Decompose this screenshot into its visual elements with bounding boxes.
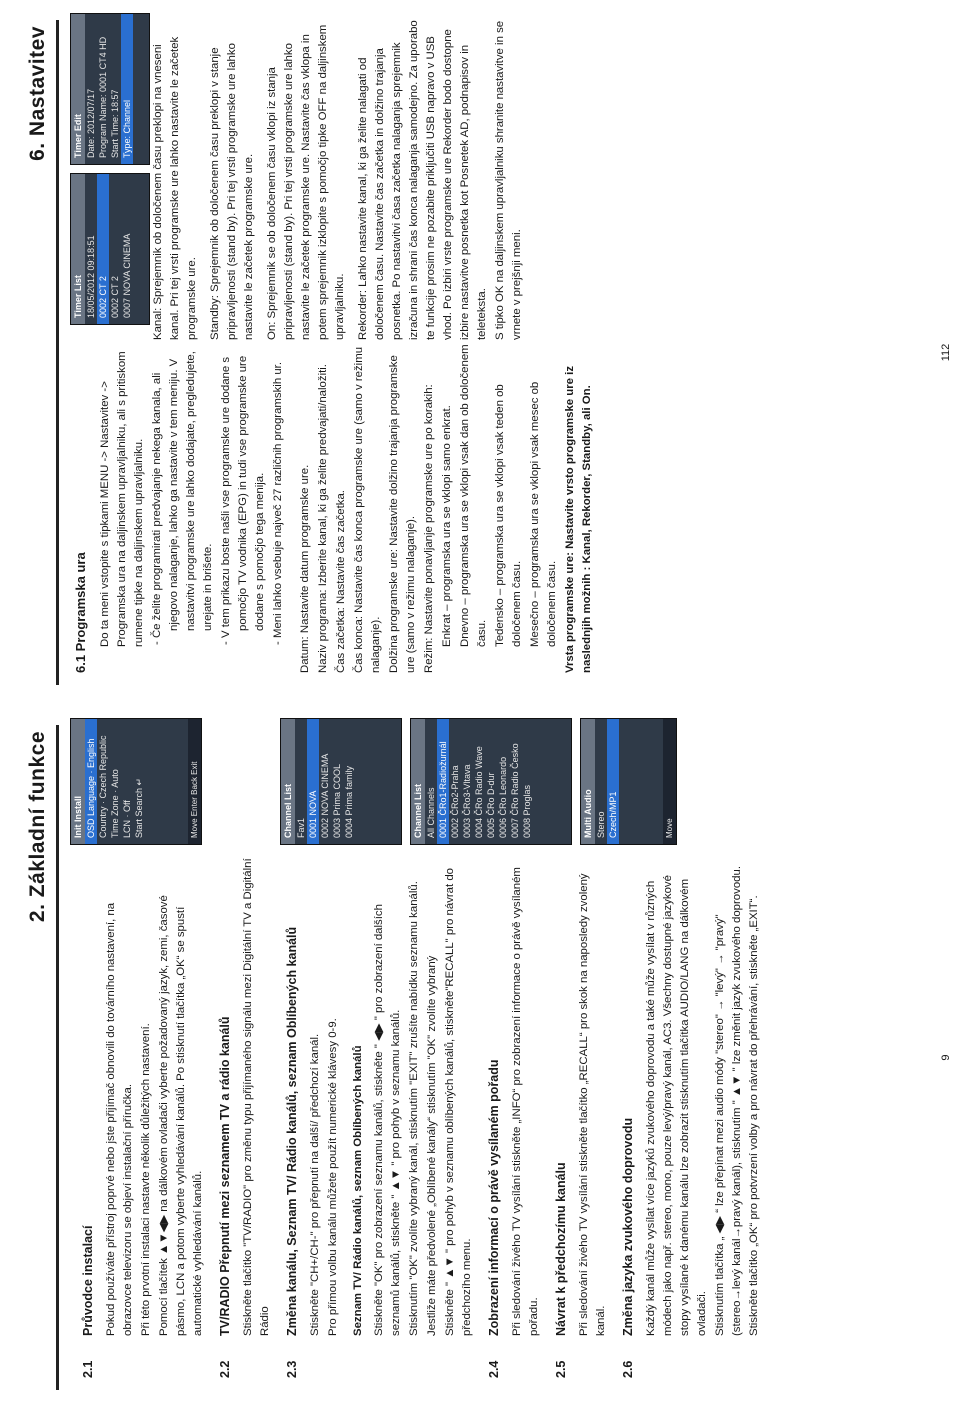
radio-group: All Channels [426,787,436,838]
timer-edit-title: Timer Edit [71,14,85,164]
page-title: 6. Nastavitev [26,26,49,161]
channel-row: 0004 Prima family [344,765,354,838]
subsection-heading: Seznam TV/ Rádio kanálů, seznam Oblíbených kanálů [352,1045,364,1336]
section-heading: 2.3 Změna kanálu, Seznam TV/ Rádio kanálů, seznam Oblíbených kanálů [285,926,299,1378]
fav-list-screenshot [280,718,402,845]
page-title: 2. Základní funkce [26,731,49,923]
channel-row: 0007 ČRo Radio Česko [510,743,520,838]
channel-row: 0002 ČRo2-Praha [450,765,460,838]
install-row: Start Search ↵ [134,777,144,838]
field-desc: Dolžina programske ure: Nastavite dolžino trajanja programske ure (samo v režimu nalaganje). [388,355,417,673]
type-standby: Standby: Sprejemnik ob določenem času preklopi v stanje pripravljenosti (stand by). Pri tej vrsti programske ure lahko nastavite le začetek programske ure. [209,43,255,340]
install-row: Time Zone · Auto [110,769,120,838]
paragraph: Při sledování živého TV vysílání stiskněte tlačítko „RECALL“ pro skok na naposledy zvolený kanál. [578,873,607,1336]
page-header [6,20,59,685]
paragraph: Při sledování živého TV vysílání stiskněte „INFO“ pro zobrazení informace o právě vysílaném pořadu. [511,867,540,1336]
paragraph: Stisknutím tlačítka „ ◀▶ “ lze přepínat mezi audio módy "stereo" → "levý" → "pravý" (stereo→levý kanál→pravý kanál), stisknutím " ▲▼ " lze změnit jazyk zvukového doprovodu. Stiskněte tlačítko „OK“ pro potvrzení volby a pro návrat do přehrávání, stiskněte „EXIT“. [714,866,760,1336]
timer-edit-screenshot [70,13,150,165]
install-screenshot [70,718,202,845]
type-rekorder: Rekorder: Lahko nastavite kanal, ki ga želite nalagati od določenem času. Nastavite čas začetka in dolžino trajanja posnetka. Po nastavitvi časa začetka nalaganja sprejemnik izračuna in shrani čas konca nalaganja samodejno. Za uporabo te funkcije prosim ne pozabite priključiti USB napravo v USB vhod. Po izbiri vrste programske ure Rekorder bodo dostopne izbire nastavitve posnetka kot Posnetek AD, podnapisov in teleteksta. [357,20,488,340]
timer-list-date: 18/05/2012 09:18:51 [86,235,96,318]
section-heading: 2.4 Zobrazení informací o právě vysílaném pořadu [487,1059,501,1378]
radio-title: Channel List [411,719,425,844]
channel-row: 0003 Prima COOL [332,763,342,838]
audio-row: Czech/MP1 [607,719,619,844]
page-header [6,725,59,1390]
channel-row: 0002 NOVA CINEMA [320,753,330,838]
mode-item: Tedensko – programska ura se vklopi vsak teden ob določenem času. [494,384,523,647]
audio-row: Stereo [596,811,606,838]
channel-row: 0001 NOVA [307,719,319,844]
paragraph: Stisknutím "OK" zvolíte vybraný kanál, stisknutím "EXIT" zrušíte nabídku seznamu kanálů. [408,881,420,1336]
bullet: - Meni lahko vsebuje največ 27 različnih programskih ur. [272,361,284,645]
paragraph: Stiskněte "OK" pro zobrazení seznamu kanálů, stiskněte " ◀▶ " pro zobrazení dalších seznamů kanálů, stiskněte " ▲▼ " pro pohyb v seznamu kanálů. [373,904,402,1336]
audio-footer: Move [663,719,676,844]
paragraph: Každý kanál může vysílat více jazyků zvukového doprovodu a také může vysílat v různých módech jako např. stereo, mono, pouze levý/pravý kanál, AC3. Všechny dostupné jazykové stopy vysílané k danému kanálu lze zobrazit stisknutím tlačítka AUDIO/LANG na dálkovém ovladači. [645,875,708,1336]
paragraph: Do ta meni vstopite s tipkami MENU -> Nastavitev -> Programska ura na daljinskem upravljalniku, ali s pritiskom rumene tipke na daljinskem upravljalniku. [99,351,145,647]
channel-row: 0001 ČRo1-Radiožurnál [437,719,449,844]
audio-screenshot [580,718,677,845]
section-heading: 6.1 Programska ura [73,552,88,673]
timer-row: 0002 CT 2 [97,174,109,324]
channel-row: 0004 ČRo Radio Wave [474,746,484,838]
bullet: - Če želite programirati predvajanje nekega kanala, ali njegovo nalaganje, lahko ga nastavite v tem meniju. V nastavitvi programske ure lahko dodajate, pregledujete, urejate in brišete. [151,351,214,645]
section-heading: 2.6 Změna jazyka zvukového doprovodu [621,1117,635,1378]
field-desc: Datum: Nastavite datum programske ure. [299,464,311,673]
install-footer: Move Enter Back Exit [188,719,201,844]
timer-edit-row: Start Time: 18:57 [110,89,120,158]
field-desc: Režim: Nastavite ponavljanje programske ure po korakih: [423,384,435,673]
type-on: On: Sprejemnik se ob določenem času vklopi iz stanja pripravljenosti (stand by). Pri tej vrsti programske ure lahko nastavite le začetek programske ure. Nastavite čas vklopa in potem sprejemnik izklopite s pomočjo tipke OFF na daljinskem upravljalniku. [266,24,346,340]
type-desc: Vrsta programske ure: Nastavite vrsto programske ure iz naslednjih možnih : Kanal, Rekorder, Standby, ali On. [564,365,593,673]
timer-row: 0007 NOVA CINEMA [122,233,132,318]
install-row: Country · Czech Republic [98,735,108,838]
section-heading: 2.5 Návrat k předchozímu kanálu [554,1162,568,1378]
timer-edit-row: Type: Channel [121,14,133,164]
section-heading: 2.2 TV/RADIO Přepnutí mezi seznamem TV a rádio kanálů [218,1016,232,1378]
paragraph: Pomocí tlačítek ▲▼◀▶ na dálkovém ovladači vyberte požadovaný jazyk, zemi, časové pásmo, LCN a potom vyberte vyhledávání kanálů. Po stisknutí tlačítka „OK“ se spustí automatické vyhledávání kanálů. [158,895,204,1336]
bullet: - V tem prikazu boste našli vse programske ure dodane s pomočjo TV vodnika (EPG) in tudi vse programske ure dodane s pomočjo tega menija. [220,355,266,645]
timer-edit-row: Date: 2012/07/17 [86,88,96,158]
timer-row: 0002 CT 2 [110,276,120,318]
text-column [70,858,764,1378]
page-number: 112 [940,343,952,362]
channel-row: 0008 Proglas [522,784,532,838]
paragraph: Pokud používáte přístroj poprvé nebo jste přijímač obnovili do továrního nastavení, na obrazovce televizoru se objeví instalační příručka. [105,902,134,1336]
fav-group: Fav1 [296,817,306,838]
paragraph: Stiskněte " ▲▼ " pro pohyb v seznamu oblíbených kanálů, stiskněte"RECALL" pro návrat do předchozího menu. [444,867,473,1336]
text-column-right [150,20,527,340]
field-desc: Naziv programa: Izberite kanal, ki ga želite predvajati/naložiti. [317,364,329,673]
page-czech [0,705,960,1410]
fav-title: Channel List [281,719,295,844]
type-kanal: Kanal: Sprejemnik ob določenem času preklopi na vneseni kanal. Pri tej vrsti programske ure lahko nastavite le začetek programske ure. [152,36,198,340]
paragraph: Stiskněte tlačítko "TV/RADIO" pro změnu typu přijímaného signálu mezi Digitální TV a Digitální Rádio [242,858,271,1336]
mode-item: Mesečno – programska ura se vklopi vsak mesec ob določenem času. [529,381,558,647]
channel-row: 0006 ČRo Leonardo [498,756,508,838]
paragraph: Při této prvotní instalaci nastavte několik důležitých nastavení. [140,1023,152,1336]
timer-edit-row: Program Name: 0001 CT4 HD [98,36,108,158]
radio-list-screenshot [410,718,572,845]
channel-row: 0005 ČRo D-dur [486,772,496,838]
section-heading: 2.1 Průvodce instalací [81,1225,95,1378]
install-row: LCN · Off [122,800,132,838]
timer-list-title: Timer List [71,174,85,324]
install-row: OSD Language · English [85,719,97,844]
ok-note: S tipko OK na daljinskem upravljalniku shranite nastavitve in se vrnete v prejšnji meni. [494,20,523,340]
paragraph: Jestliže máte předvolené „Oblíbené kanály“ stisknutím "OK" zvolíte vybraný [426,955,438,1336]
page-number: 9 [940,1054,952,1061]
timer-list-screenshot [70,173,150,325]
field-desc: Čas začetka: Nastavite čas začetka. [335,490,347,673]
paragraph: Stiskněte "CH+/CH-" pro přepnutí na další/ předchozí kanál. [309,1033,321,1336]
install-title: Init Install [71,719,85,844]
text-column [70,343,597,673]
mode-item: Enkrat – programska ura se vklopi samo enkrat. [441,405,453,647]
mode-item: Dnevno – programska ura se vklopi vsak dan ob določenem času. [459,344,488,647]
channel-row: 0003 ČRo3-Vltava [462,764,472,838]
audio-title: Multi Audio [581,719,595,844]
paragraph: Pro přímou volbu kanálu můžete použít numerické klávesy 0-9. [327,1018,339,1336]
field-desc: Čas konca: Nastavite čas konca programske ure (samo v režimu nalaganje). [353,346,382,673]
